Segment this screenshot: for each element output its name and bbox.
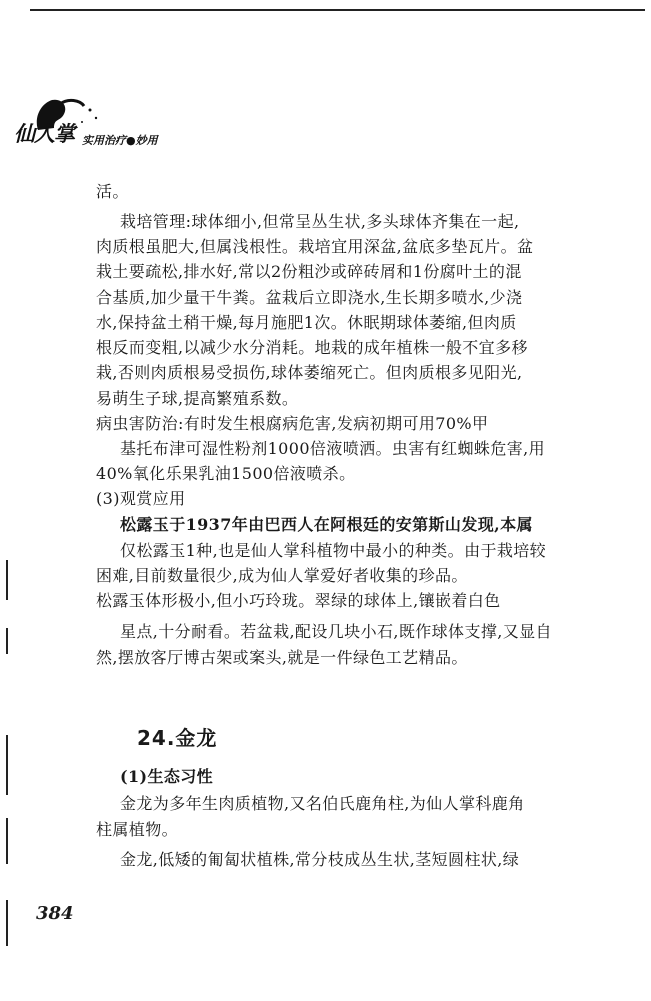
text-line: 基托布津可湿性粉剂1000倍液喷洒。虫害有红蜘蛛危害,用 — [120, 439, 546, 458]
text-line: 栽,否则肉质根易受损伤,球体萎缩死亡。但肉质根多见阳光, — [96, 363, 523, 382]
text-line: 肉质根虽肥大,但属浅根性。栽培宜用深盆,盆底多垫瓦片。盆 — [96, 237, 534, 256]
logo-title: 仙人掌 — [14, 121, 74, 146]
text-line: (3)观赏应用 — [96, 489, 186, 508]
text-line: 金龙为多年生肉质植物,又名伯氏鹿角柱,为仙人掌科鹿角 — [120, 794, 525, 813]
text-line: 根反而变粗,以减少水分消耗。地栽的成年植株一般不宜多移 — [96, 338, 528, 357]
text-line: 栽土要疏松,排水好,常以2份粗沙或碎砖屑和1份腐叶土的混 — [96, 262, 522, 281]
text-line: 金龙,低矮的匍匐状植株,常分枝成丛生状,茎短圆柱状,绿 — [120, 850, 520, 869]
text-line: 困难,目前数量很少,成为仙人掌爱好者收集的珍品。 — [96, 566, 468, 585]
text-line: 仅松露玉1种,也是仙人掌科植物中最小的种类。由于栽培较 — [120, 541, 547, 560]
scan-edge-mark — [6, 735, 8, 795]
text-line: 松露玉体形极小,但小巧玲珑。翠绿的球体上,镶嵌着白色 — [96, 591, 501, 610]
subheading: 松露玉于1937年由巴西人在阿根廷的安第斯山发现,本属 — [120, 515, 533, 534]
book-header-logo — [14, 96, 224, 156]
top-border-rule — [30, 9, 645, 11]
scan-edge-mark — [6, 560, 8, 600]
text-line: 合基质,加少量干牛粪。盆栽后立即浇水,生长期多喷水,少浇 — [96, 288, 523, 307]
logo-subtitle: 实用治疗●妙用 — [82, 134, 158, 147]
text-line: 病虫害防治:有时发生根腐病危害,发病初期可用70%甲 — [96, 414, 489, 433]
scan-edge-mark — [6, 818, 8, 864]
text-line: 栽培管理:球体细小,但常呈丛生状,多头球体齐集在一起, — [120, 212, 520, 231]
text-line: 易萌生子球,提高繁殖系数。 — [96, 389, 299, 408]
section-title: 24.金龙 — [137, 726, 218, 750]
text-line: 活。 — [96, 182, 129, 201]
text-line: 水,保持盆土稍干燥,每月施肥1次。休眠期球体萎缩,但肉质 — [96, 313, 517, 332]
page-number: 384 — [36, 903, 74, 924]
text-line: 然,摆放客厅博古架或案头,就是一件绿色工艺精品。 — [96, 648, 468, 667]
subheading: (1)生态习性 — [120, 767, 214, 786]
text-line: 40%氧化乐果乳油1500倍液喷杀。 — [96, 464, 356, 483]
scan-edge-mark — [6, 900, 8, 946]
scan-edge-mark — [6, 628, 8, 654]
text-line: 柱属植物。 — [96, 820, 179, 839]
text-line: 星点,十分耐看。若盆栽,配设几块小石,既作球体支撑,又显自 — [120, 622, 552, 641]
